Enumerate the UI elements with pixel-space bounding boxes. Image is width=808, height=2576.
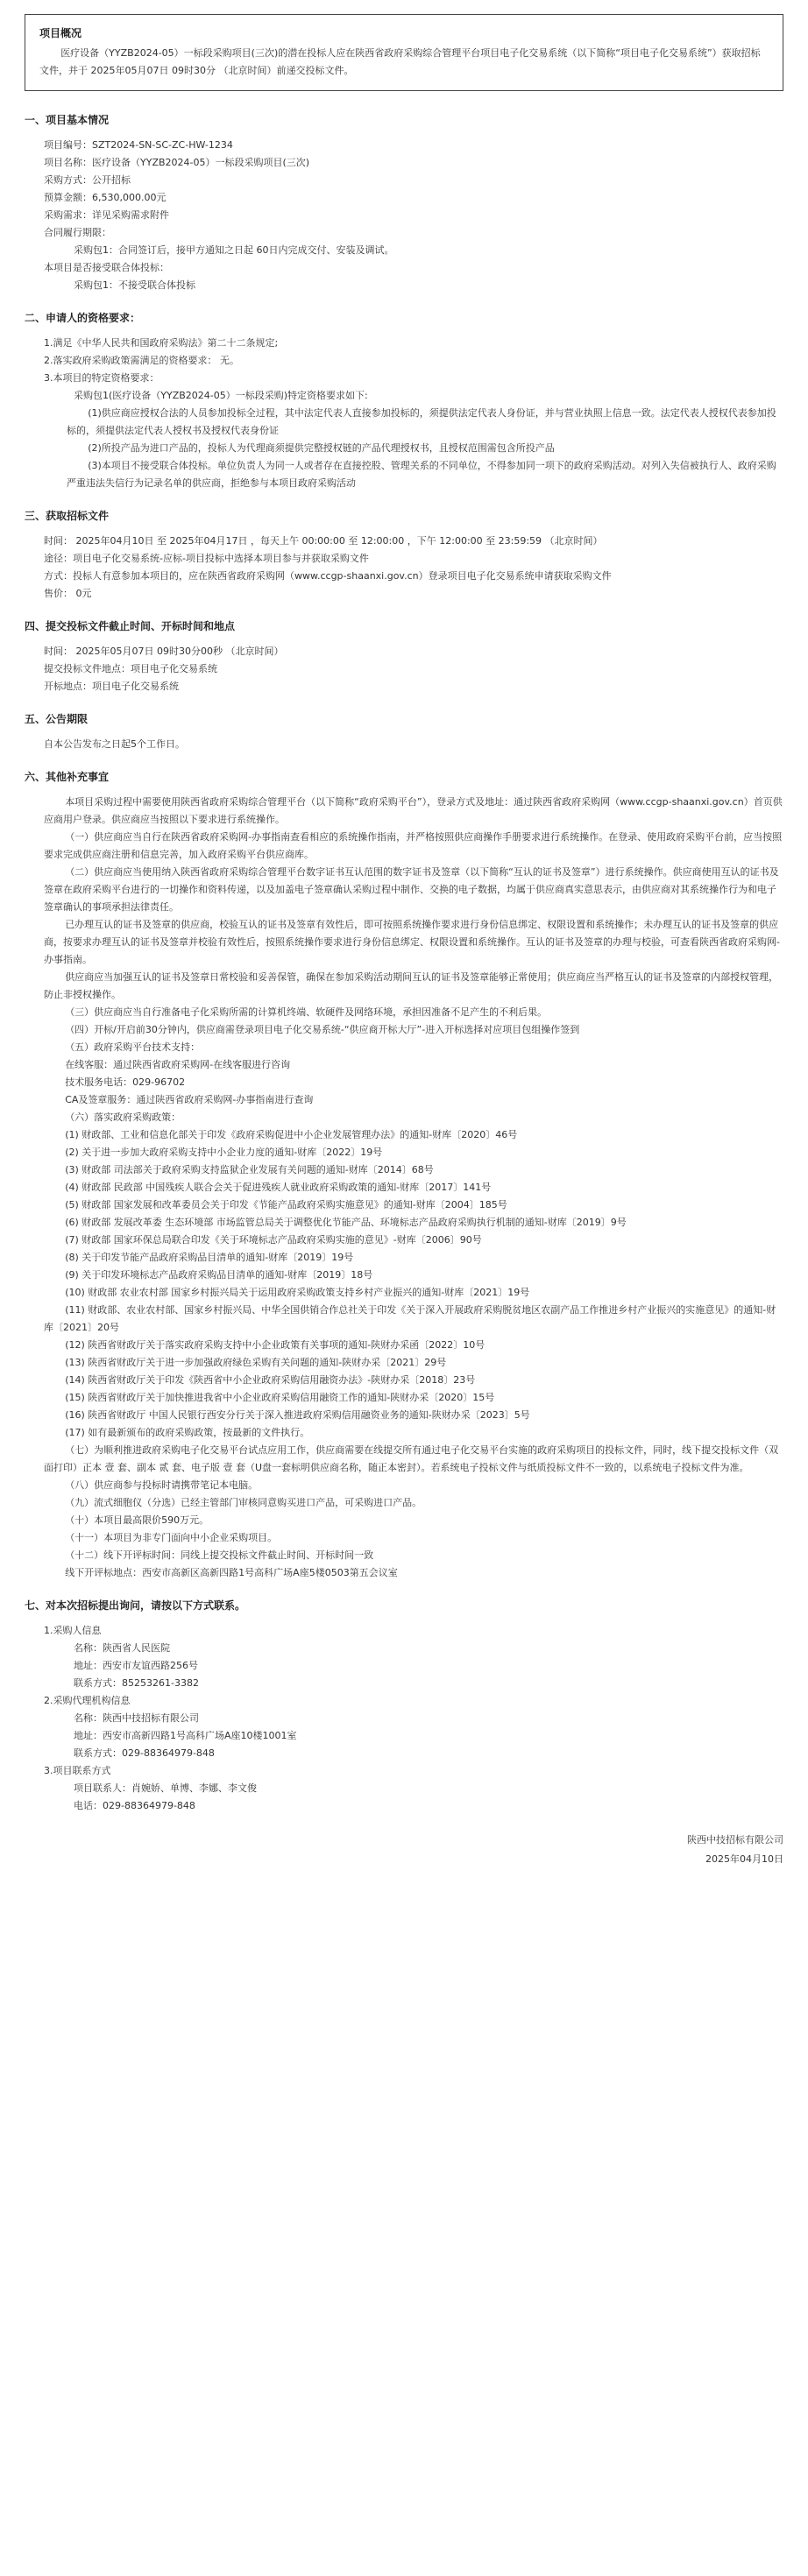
obtain-time: 时间： 2025年04月10日 至 2025年04月17日 ，每天上午 00:00:00 至 12:00:00 ，下午 12:00:00 至 23:59:59 （北京时间） bbox=[44, 535, 603, 547]
other-matter-paragraph: （八）供应商参与投标时请携带笔记本电脑。 bbox=[65, 1479, 259, 1491]
other-matter-paragraph: 本项目采购过程中需要使用陕西省政府采购综合管理平台（以下简称“政府采购平台”），登录方式及地址：通过陕西省政府采购网（www.ccgp-shaanxi.gov.cn）首页供应商用户登录。供应商应当按照以下要求进行系统操作。 bbox=[44, 796, 783, 825]
section-title: 四、提交投标文件截止时间、开标时间和地点 bbox=[25, 620, 236, 632]
qualification-line: 1.满足《中华人民共和国政府采购法》第二十二条规定; bbox=[44, 337, 279, 349]
agency-title: 2.采购代理机构信息 bbox=[44, 1695, 131, 1706]
notice-period-text: 自本公告发布之日起5个工作日。 bbox=[44, 738, 185, 750]
contract-term: 采购包1：合同签订后，接甲方通知之日起 60日内完成交付、安装及调试。 bbox=[74, 244, 394, 256]
other-matter-paragraph: (7) 财政部 国家环保总局联合印发《关于环境标志产品政府采购实施的意见》-财库〔2006〕90号 bbox=[65, 1234, 482, 1246]
other-matter-paragraph: CA及签章服务：通过陕西省政府采购网-办事指南进行查询 bbox=[65, 1094, 314, 1105]
purchaser-title: 1.采购人信息 bbox=[44, 1625, 102, 1636]
other-matter-paragraph: (6) 财政部 发展改革委 生态环境部 市场监管总局关于调整优化节能产品、环境标志产品政府采购执行机制的通知-财库〔2019〕9号 bbox=[65, 1217, 627, 1228]
section-obtain-documents bbox=[25, 508, 783, 603]
other-matter-paragraph: (8) 关于印发节能产品政府采购品目清单的通知-财库〔2019〕19号 bbox=[65, 1252, 354, 1263]
other-matter-paragraph: （二）供应商应当使用纳入陕西省政府采购综合管理平台数字证书互认范围的数字证书及签章（以下简称“互认的证书及签章”）进行系统操作。供应商使用互认的证书及签章在政府采购平台进行的一切操作和资料传递，以及加盖电子签章确认采购过程中制作、交换的电子数据，均属于供应商真实意思表示，由供应商对其系统操作行为和电子签章确认的事项承担法律责任。 bbox=[44, 866, 779, 913]
purchaser-name: 名称：陕西省人民医院 bbox=[74, 1642, 170, 1654]
procurement-method: 采购方式：公开招标 bbox=[44, 174, 131, 186]
contract-term-label: 合同履行期限： bbox=[44, 227, 111, 238]
joint-bid-label: 本项目是否接受联合体投标： bbox=[44, 262, 169, 273]
qualification-line: 2.落实政府采购政策需满足的资格要求： 无。 bbox=[44, 355, 239, 366]
section-deadline bbox=[25, 618, 783, 695]
other-matter-paragraph: 线下开评标地点：西安市高新区高新四路1号高科广场A座5楼0503第五会议室 bbox=[65, 1567, 398, 1578]
other-matter-paragraph: （四）开标/开启前30分钟内，供应商需登录项目电子化交易系统-“供应商开标大厅”-进入开标选择对应项目包组操作签到 bbox=[65, 1024, 580, 1035]
other-matter-paragraph: (9) 关于印发环境标志产品政府采购品目清单的通知-财库〔2019〕18号 bbox=[65, 1269, 373, 1281]
agency-name: 名称：陕西中技招标有限公司 bbox=[74, 1712, 199, 1724]
other-matter-paragraph: （九）流式细胞仪（分选）已经主管部门审核同意购买进口产品，可采购进口产品。 bbox=[65, 1497, 422, 1508]
section-title: 七、对本次招标提出询问，请按以下方式联系。 bbox=[25, 1599, 246, 1612]
contact-persons: 项目联系人：肖婉娇、单博、李娜、李文俊 bbox=[74, 1782, 257, 1794]
section-title: 三、获取招标文件 bbox=[25, 510, 110, 522]
contact-title: 3.项目联系方式 bbox=[44, 1765, 111, 1776]
obtain-channel: 途径：项目电子化交易系统-应标-项目投标中选择本项目参与并获取采购文件 bbox=[44, 553, 369, 564]
qualification-line: 3.本项目的特定资格要求： bbox=[44, 372, 159, 384]
other-matter-paragraph: 供应商应当加强互认的证书及签章日常校验和妥善保管，确保在参加采购活动期间互认的证书及签章能够正常使用；供应商应当严格互认的证书及签章的内部授权管理，防止非授权操作。 bbox=[44, 971, 779, 1000]
agency-phone: 联系方式：029-88364979-848 bbox=[74, 1747, 215, 1759]
section-notice-period bbox=[25, 711, 783, 753]
other-matter-paragraph: (13) 陕西省财政厅关于进一步加强政府绿色采购有关问题的通知-陕财办采〔2021〕29号 bbox=[65, 1357, 447, 1368]
qualification-item: (3)本项目不接受联合体投标。单位负责人为同一人或者存在直接控股、管理关系的不同单位，不得参加同一项下的政府采购活动。对列入失信被执行人、政府采购严重违法失信行为记录名单的供应商，拒绝参与本项目政府采购活动 bbox=[67, 460, 776, 489]
qualification-item: (1)供应商应授权合法的人员参加投标全过程，其中法定代表人直接参加投标的，须提供法定代表人身份证，并与营业执照上信息一致。法定代表人授权代表参加投标的，须提供法定代表人授权书及授权代表身份证 bbox=[67, 407, 776, 436]
other-matters-list bbox=[25, 794, 783, 1582]
other-matter-paragraph: (11) 财政部、农业农村部、国家乡村振兴局、中华全国供销合作总社关于印发《关于深入开展政府采购脱贫地区农副产品工作推进乡村产业振兴的实施意见》的通知-财库〔2021〕20号 bbox=[44, 1304, 776, 1333]
procurement-requirement: 采购需求：详见采购需求附件 bbox=[44, 209, 169, 221]
section-contact bbox=[25, 1598, 783, 1815]
section-qualifications bbox=[25, 310, 783, 492]
project-name: 项目名称：医疗设备（YYZB2024-05）一标段采购项目(三次) bbox=[44, 157, 310, 168]
other-matter-paragraph: （三）供应商应当自行准备电子化采购所需的计算机终端、软硬件及网络环境，承担因准备不足产生的不利后果。 bbox=[65, 1006, 548, 1018]
other-matter-paragraph: (12) 陕西省财政厅关于落实政府采购支持中小企业政策有关事项的通知-陕财办采函〔2022〕10号 bbox=[65, 1339, 486, 1351]
signature-org: 陕西中技招标有限公司 bbox=[687, 1834, 783, 1846]
signature-date: 2025年04月10日 bbox=[705, 1853, 783, 1865]
joint-bid: 采购包1：不接受联合体投标 bbox=[74, 279, 195, 291]
other-matter-paragraph: （十）本项目最高限价590万元。 bbox=[65, 1514, 209, 1526]
deadline-time: 时间： 2025年05月07日 09时30分00秒 （北京时间） bbox=[44, 646, 284, 657]
section-basic-info bbox=[25, 112, 783, 294]
submission-place: 提交投标文件地点：项目电子化交易系统 bbox=[44, 663, 217, 674]
other-matter-paragraph: （五）政府采购平台技术支持： bbox=[65, 1041, 201, 1053]
other-matter-paragraph: (5) 财政部 国家发展和改革委员会关于印发《节能产品政府采购实施意见》的通知-财库〔2004〕185号 bbox=[65, 1199, 507, 1210]
qualification-item: (2)所投产品为进口产品的，投标人为代理商须提供完整授权链的产品代理授权书，且授权范围需包含所投产品 bbox=[88, 442, 555, 454]
section-title: 五、公告期限 bbox=[25, 713, 89, 725]
other-matter-paragraph: (2) 关于进一步加大政府采购支持中小企业力度的通知-财库〔2022〕19号 bbox=[65, 1147, 383, 1158]
section-title: 一、项目基本情况 bbox=[25, 114, 110, 126]
other-matter-paragraph: (4) 财政部 民政部 中国残疾人联合会关于促进残疾人就业政府采购政策的通知-财库〔2017〕141号 bbox=[65, 1182, 492, 1193]
other-matter-paragraph: 已办理互认的证书及签章的供应商，校验互认的证书及签章有效性后，即可按照系统操作要求进行身份信息绑定、权限设置和系统操作；未办理互认的证书及签章的供应商，按要求办理互认的证书及签章并校验有效性后，按照系统操作要求进行身份信息绑定、权限设置和系统操作。互认的证书及签章的办理与校验，可查看陕西省政府采购网-办事指南。 bbox=[44, 919, 780, 965]
overview-title: 项目概况 bbox=[39, 27, 82, 39]
obtain-method: 方式：投标人有意参加本项目的，应在陕西省政府采购网（www.ccgp-shaanxi.gov.cn）登录项目电子化交易系统申请获取采购文件 bbox=[44, 570, 612, 582]
other-matter-paragraph: (10) 财政部 农业农村部 国家乡村振兴局关于运用政府采购政策支持乡村产业振兴的通知-财库〔2021〕19号 bbox=[65, 1287, 530, 1298]
section-other-matters bbox=[25, 769, 783, 1582]
budget-amount: 预算金额：6,530,000.00元 bbox=[44, 192, 167, 203]
other-matter-paragraph: (17) 如有最新颁布的政府采购政策，按最新的文件执行。 bbox=[65, 1427, 310, 1438]
project-number: 项目编号：SZT2024-SN-SC-ZC-HW-1234 bbox=[44, 139, 233, 151]
section-title: 二、申请人的资格要求： bbox=[25, 312, 141, 324]
other-matter-paragraph: (15) 陕西省财政厅关于加快推进我省中小企业政府采购信用融资工作的通知-陕财办采〔2020〕15号 bbox=[65, 1392, 495, 1403]
other-matter-paragraph: （十一）本项目为非专门面向中小企业采购项目。 bbox=[65, 1532, 278, 1543]
other-matter-paragraph: (16) 陕西省财政厅 中国人民银行西安分行关于深入推进政府采购信用融资业务的通知-陕财办采〔2023〕5号 bbox=[65, 1409, 530, 1421]
other-matter-paragraph: （十二）线下开评标时间：同线上提交投标文件截止时间、开标时间一致 bbox=[65, 1549, 374, 1561]
agency-address: 地址：西安市高新四路1号高科广场A座10楼1001室 bbox=[74, 1730, 297, 1741]
package-requirement-title: 采购包1(医疗设备（YYZB2024-05）一标段采购)特定资格要求如下: bbox=[74, 390, 368, 401]
other-matter-paragraph: （一）供应商应当自行在陕西省政府采购网-办事指南查看相应的系统操作指南，并严格按照供应商操作手册要求进行系统操作。在登录、使用政府采购平台前，应当按照要求完成供应商注册和信息完善，加入政府采购平台供应商库。 bbox=[44, 831, 783, 860]
obtain-price: 售价： 0元 bbox=[44, 588, 92, 599]
opening-place: 开标地点：项目电子化交易系统 bbox=[44, 681, 179, 692]
project-overview-box bbox=[25, 14, 783, 91]
signature-block bbox=[25, 1831, 783, 1869]
contact-phone: 电话：029-88364979-848 bbox=[74, 1800, 195, 1811]
other-matter-paragraph: (14) 陕西省财政厅关于印发《陕西省中小企业政府采购信用融资办法》-陕财办采〔2018〕23号 bbox=[65, 1374, 476, 1386]
other-matter-paragraph: (3) 财政部 司法部关于政府采购支持监狱企业发展有关问题的通知-财库〔2014〕68号 bbox=[65, 1164, 434, 1175]
other-matter-paragraph: (1) 财政部、工业和信息化部关于印发《政府采购促进中小企业发展管理办法》的通知-财库〔2020〕46号 bbox=[65, 1129, 518, 1140]
other-matter-paragraph: 技术服务电话：029-96702 bbox=[65, 1076, 186, 1088]
purchaser-phone: 联系方式：85253261-3382 bbox=[74, 1677, 199, 1689]
section-title: 六、其他补充事宜 bbox=[25, 771, 110, 783]
overview-text: 医疗设备（YYZB2024-05）一标段采购项目(三次)的潜在投标人应在陕西省政府采购综合管理平台项目电子化交易系统（以下简称“项目电子化交易系统”）获取招标文件，并于 2025年05月07日 09时30分 （北京时间）前递交投标文件。 bbox=[39, 47, 761, 76]
purchaser-address: 地址：西安市友谊西路256号 bbox=[74, 1660, 198, 1671]
other-matter-paragraph: （六）落实政府采购政策： bbox=[65, 1112, 181, 1123]
other-matter-paragraph: （七）为顺利推进政府采购电子化交易平台试点应用工作，供应商需要在线提交所有通过电子化交易平台实施的政府采购项目的投标文件，同时，线下提交投标文件（双面打印）正本 壹 套、副本 贰 套、电子版 壹 套（U盘一套标明供应商名称，随正本密封）。若系统电子投标文件与纸质投标文件不一致的，以系统电子投标文件为准。 bbox=[44, 1444, 779, 1473]
other-matter-paragraph: 在线客服：通过陕西省政府采购网-在线客服进行咨询 bbox=[65, 1059, 291, 1070]
